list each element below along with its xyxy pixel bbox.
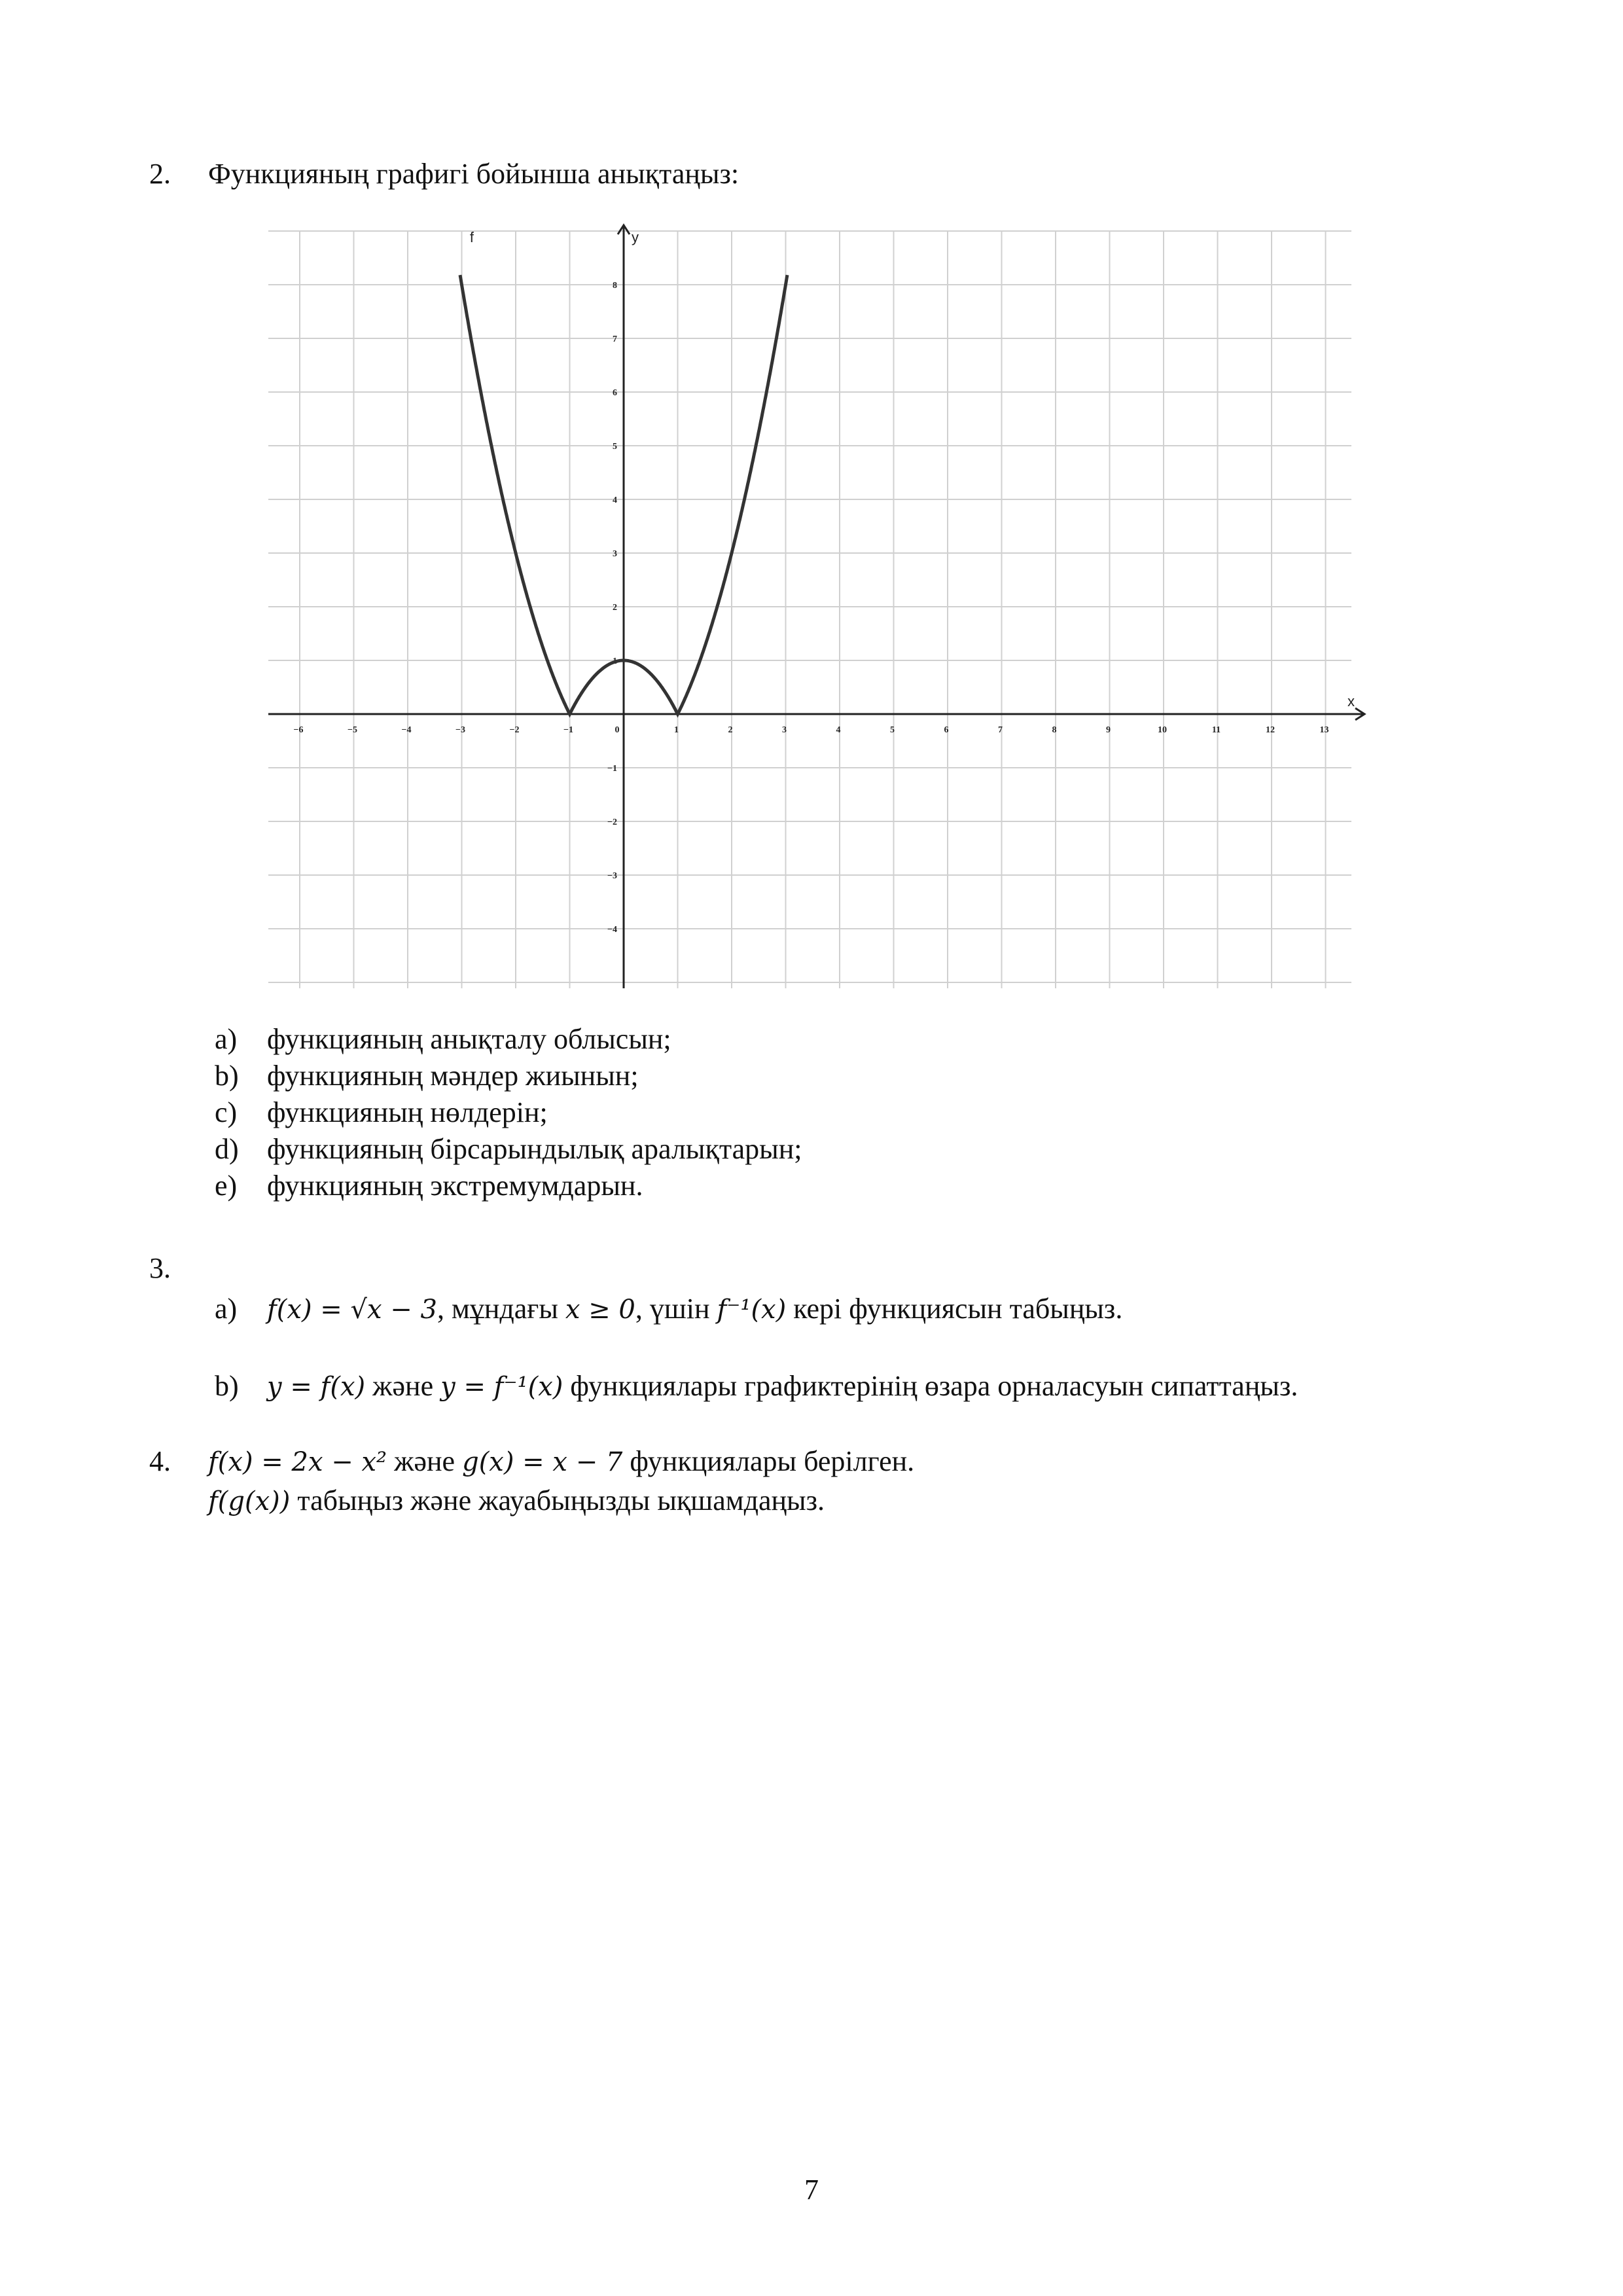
formula-y-inverse: y = f⁻¹(x) (440, 1372, 563, 1402)
x-tick-label: 2 (728, 725, 733, 735)
y-tick-label: −1 (607, 764, 617, 774)
y-tick-label: −4 (607, 925, 617, 935)
task-4-line1: f(x) = 2x − x² және g(x) = x − 7 функциялары берілген. (208, 1445, 915, 1477)
x-tick-label: −3 (455, 725, 465, 735)
task-3b: b) y = f(x) және y = f⁻¹(x) функциялары графиктерінің өзара орналасуын сипаттаңыз. (215, 1370, 1298, 1402)
x-tick-label: −5 (348, 725, 357, 735)
function-graph (262, 223, 1374, 1001)
task-4-number: 4. (149, 1445, 171, 1477)
x-tick-label: 8 (1052, 725, 1057, 735)
x-tick-label: −4 (401, 725, 412, 735)
page-number: 7 (804, 2174, 819, 2206)
tick-labels (294, 281, 1329, 935)
y-tick-label: 6 (613, 388, 617, 398)
formula-f: f(x) = √x − 3 (267, 1295, 437, 1325)
task-3-number: 3. (149, 1252, 171, 1284)
x-tick-label: −1 (563, 725, 573, 735)
list-item: e) функцияның экстремумдарын. (215, 1170, 643, 1202)
formula-composite: f(g(x)) (208, 1486, 291, 1516)
x-tick-label: 10 (1158, 725, 1167, 735)
y-axis-label: y (632, 229, 639, 245)
list-item: a) функцияның анықталу облысын; (215, 1023, 671, 1055)
task-2-prompt: Функцияның графигі бойынша анықтаңыз: (208, 158, 740, 190)
x-tick-label: 3 (782, 725, 787, 735)
x-tick-label: −6 (293, 725, 304, 735)
y-tick-label: 1 (613, 656, 617, 666)
list-item: d) функцияның бірсарындылық аралықтарын; (215, 1133, 802, 1165)
x-axis-label: x (1347, 693, 1355, 709)
list-item: b) функцияның мәндер жиынын; (215, 1060, 639, 1092)
formula-f: f(x) = 2x − x² (208, 1447, 387, 1477)
task-2-number: 2. (149, 158, 171, 190)
x-tick-label: −2 (509, 725, 520, 735)
y-tick-label: 7 (613, 334, 617, 344)
x-tick-label: 12 (1266, 725, 1275, 735)
formula-g: g(x) = x − 7 (462, 1447, 623, 1477)
x-tick-label: 9 (1106, 725, 1111, 735)
grid-lines (268, 230, 1351, 988)
formula-y-f: y = f(x) (267, 1372, 366, 1402)
x-tick-label: 1 (674, 725, 679, 735)
task-3a: a) f(x) = √x − 3, мұндағы x ≥ 0, үшін f⁻¹(x) кері функциясын табыңыз. (215, 1293, 1123, 1325)
x-tick-label: 4 (836, 725, 841, 735)
x-tick-label: 7 (998, 725, 1003, 735)
y-tick-label: −2 (607, 817, 617, 827)
x-tick-label: 6 (944, 725, 949, 735)
formula-inverse: f⁻¹(x) (717, 1295, 787, 1325)
y-tick-label: 5 (613, 442, 617, 452)
function-label: f (469, 229, 474, 245)
x-tick-label: 13 (1319, 725, 1329, 735)
x-tick-label: 0 (615, 725, 620, 735)
task-4-line2: f(g(x)) табыңыз және жауабыңызды ықшамдаңыз. (208, 1484, 825, 1516)
y-tick-label: 8 (613, 281, 617, 291)
y-tick-label: 3 (613, 549, 617, 559)
y-tick-label: 4 (613, 495, 617, 505)
x-tick-label: 5 (890, 725, 895, 735)
y-tick-label: 2 (613, 603, 617, 613)
x-tick-label: 11 (1211, 725, 1221, 735)
list-item: c) функцияның нөлдерін; (215, 1096, 548, 1128)
formula-condition: x ≥ 0 (565, 1295, 635, 1325)
y-tick-label: −3 (607, 871, 617, 881)
